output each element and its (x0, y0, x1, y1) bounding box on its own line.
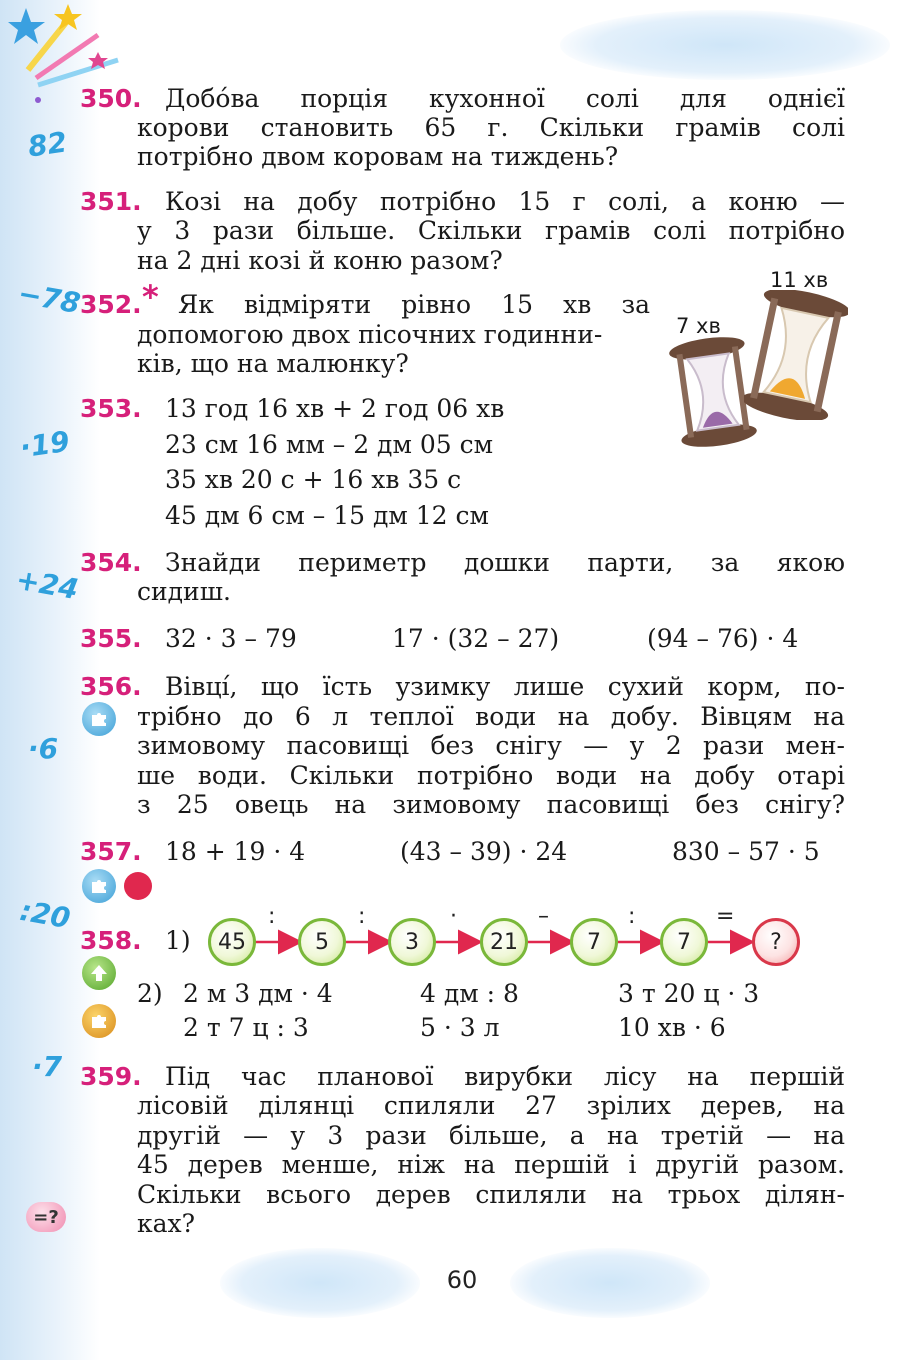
problem-text-line: з 25 овець на зимовому пасовищі без снігу? (137, 790, 845, 819)
problem-text-line: сидиш. (137, 577, 231, 606)
problem-text-line: 45 дерев менше, ніж на першій і другій разом. (137, 1150, 845, 1179)
expression-line: 13 год 16 хв + 2 год 06 хв (165, 394, 505, 423)
problem-text-line: лісовій ділянці спиляли 27 зрілих дерев, на (137, 1091, 845, 1120)
problem-text-line: зимовому пасовищі без снігу — у 2 рази мен- (137, 731, 845, 760)
expression-line: 35 хв 20 с + 16 хв 35 с (165, 465, 462, 494)
expression: 2 т 7 ц : 3 (183, 1013, 309, 1042)
problem-number: 359. (80, 1062, 142, 1091)
problem-text-line: на 2 дні козі й коню разом? (137, 246, 503, 275)
margin-number: 82 (25, 125, 70, 164)
problem-text-line: Добóва порція кухонної солі для однієї (165, 84, 845, 113)
problem-text-line: Як відміряти рівно 15 хв за (178, 290, 650, 319)
expression: 2 м 3 дм · 4 (183, 979, 333, 1008)
problem-text-line: ках? (137, 1209, 196, 1238)
problem-text-line: Козі на добу потрібно 15 г солі, а коню — (165, 187, 845, 216)
expression: 5 · 3 л (420, 1013, 500, 1042)
expression: 3 т 20 ц · 3 (618, 979, 760, 1008)
problem-text-line: ків, що на малюнку? (137, 349, 409, 378)
puzzle-icon (82, 1004, 116, 1038)
arrow-up-icon (82, 956, 116, 990)
margin-number: ·6 (28, 732, 59, 765)
problem-text-line: Під час планової вирубки лісу на першій (165, 1062, 845, 1091)
chain-answer-node: ? (752, 918, 800, 966)
margin-number: −78 (15, 276, 83, 321)
margin-number: +24 (13, 562, 81, 607)
chain-node: 5 (298, 918, 346, 966)
problem-text-line: Скільки всього дерев спиляли на трьох ділян- (137, 1180, 845, 1209)
chain-operator: : (358, 904, 366, 929)
star-marker: * (142, 278, 159, 316)
expression: (94 – 76) · 4 (647, 624, 799, 653)
expression: 18 + 19 · 4 (165, 837, 306, 866)
chain-node: 7 (660, 918, 708, 966)
margin-number: ·19 (17, 424, 72, 465)
problem-text-line: ше води. Скільки потрібно води на добу отарі (137, 761, 845, 790)
chain-node: 21 (480, 918, 528, 966)
problem-number: 356. (80, 672, 142, 701)
margin-number: :20 (17, 893, 73, 936)
problem-text-line: Вівцí, що їсть узимку лише сухий корм, по- (165, 672, 845, 701)
chain-operator: : (268, 904, 276, 929)
page-number: 60 (446, 1266, 478, 1294)
margin-number: ·7 (32, 1050, 63, 1083)
expression: 830 – 57 · 5 (672, 837, 820, 866)
problem-text-line: потрібно двом коровам на тиждень? (137, 142, 619, 171)
chain-node: 45 (208, 918, 256, 966)
expression: (43 – 39) · 24 (400, 837, 568, 866)
part-label: 1) (165, 926, 191, 955)
chain-node: 3 (388, 918, 436, 966)
expression: 10 хв · 6 (618, 1013, 726, 1042)
chain-operator: = (716, 904, 735, 929)
problem-text-line: другій — у 3 рази більше, а на третій — на (137, 1121, 845, 1150)
chain-node: 7 (570, 918, 618, 966)
problem-number: 357. (80, 837, 142, 866)
problem-number: 355. (80, 624, 142, 653)
problem-number: 358. (80, 926, 142, 955)
expression: 4 дм : 8 (420, 979, 519, 1008)
expression: 17 · (32 – 27) (392, 624, 560, 653)
hourglass-small-label: 7 хв (676, 314, 721, 338)
problem-number: 354. (80, 548, 142, 577)
hourglass-large-label: 11 хв (770, 268, 829, 292)
problem-text-line: у 3 рази більше. Скільки грамів солі потрібно (137, 216, 845, 245)
problem-text-line: корови становить 65 г. Скільки грамів солі (137, 113, 845, 142)
question-badge: =? (26, 1202, 66, 1232)
problem-text-line: Знайди периметр дошки парти, за якою (165, 548, 845, 577)
problem-number: 352. (80, 290, 142, 319)
expression: 32 · 3 – 79 (165, 624, 297, 653)
chain-operator: – (538, 904, 549, 929)
chain-operator: · (450, 904, 457, 929)
chain-operator: : (628, 904, 636, 929)
problem-text-line: трібно до 6 л теплої води на добу. Вівцям на (137, 702, 845, 731)
problem-number: 351. (80, 187, 142, 216)
problem-number: 350. (80, 84, 142, 113)
problem-number: 353. (80, 394, 142, 423)
problem-text-line: допомогою двох пісочних годинни- (137, 320, 603, 349)
expression-line: 45 дм 6 см – 15 дм 12 см (165, 501, 489, 530)
expression-line: 23 см 16 мм – 2 дм 05 см (165, 430, 494, 459)
part-label: 2) (137, 979, 163, 1008)
